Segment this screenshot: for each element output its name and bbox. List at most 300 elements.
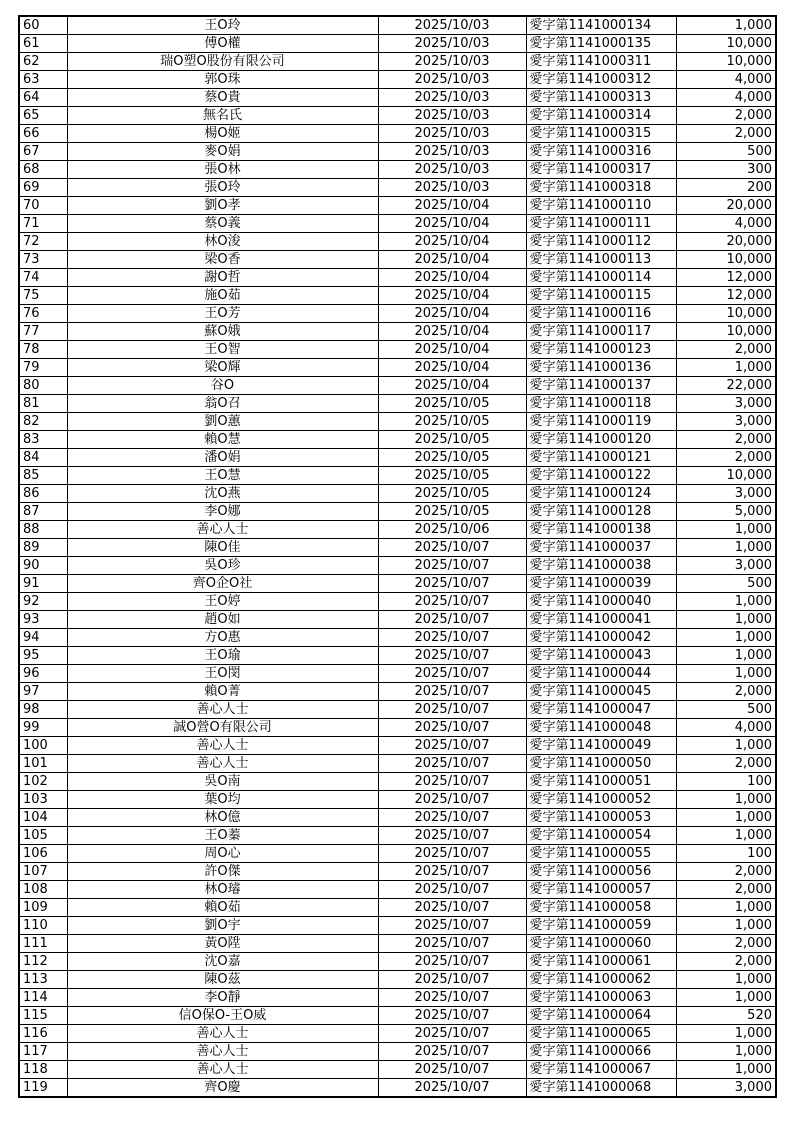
table-row	[19, 71, 776, 89]
donor-name: 謝O哲	[67, 269, 378, 287]
receipt-number: 愛字第1141000311	[526, 53, 676, 71]
donor-name: 賴O茹	[67, 899, 378, 917]
row-number: 87	[19, 503, 67, 521]
donor-name: 翁O召	[67, 395, 378, 413]
row-number: 67	[19, 143, 67, 161]
donor-name: 方O惠	[67, 629, 378, 647]
receipt-number: 愛字第1141000123	[526, 341, 676, 359]
table-row	[19, 773, 776, 791]
donor-name: 善心人士	[67, 701, 378, 719]
row-number: 116	[19, 1025, 67, 1043]
donor-name: 誠O營O有限公司	[67, 719, 378, 737]
table-row	[19, 467, 776, 485]
table-row	[19, 665, 776, 683]
donor-name: 劉O蕙	[67, 413, 378, 431]
donation-date: 2025/10/07	[378, 935, 526, 953]
receipt-number: 愛字第1141000055	[526, 845, 676, 863]
donor-name: 瑞O塑O股份有限公司	[67, 53, 378, 71]
row-number: 118	[19, 1061, 67, 1079]
donation-date: 2025/10/05	[378, 431, 526, 449]
receipt-number: 愛字第1141000056	[526, 863, 676, 881]
table-row	[19, 809, 776, 827]
receipt-number: 愛字第1141000118	[526, 395, 676, 413]
donation-date: 2025/10/07	[378, 629, 526, 647]
donation-amount: 1,000	[676, 899, 776, 917]
donor-name: 張O玲	[67, 179, 378, 197]
donation-amount: 1,000	[676, 359, 776, 377]
donation-date: 2025/10/07	[378, 683, 526, 701]
donation-date: 2025/10/03	[378, 53, 526, 71]
row-number: 68	[19, 161, 67, 179]
table-row	[19, 251, 776, 269]
donor-name: 善心人士	[67, 521, 378, 539]
donation-amount: 200	[676, 179, 776, 197]
receipt-number: 愛字第1141000121	[526, 449, 676, 467]
table-row	[19, 89, 776, 107]
donor-name: 陳O佳	[67, 539, 378, 557]
donor-name: 沈O嘉	[67, 953, 378, 971]
donor-name: 王O蓁	[67, 827, 378, 845]
receipt-number: 愛字第1141000047	[526, 701, 676, 719]
donation-amount: 1,000	[676, 16, 776, 35]
table-row	[19, 755, 776, 773]
receipt-number: 愛字第1141000059	[526, 917, 676, 935]
donor-name: 梁O輝	[67, 359, 378, 377]
receipt-number: 愛字第1141000115	[526, 287, 676, 305]
donation-date: 2025/10/07	[378, 845, 526, 863]
table-row	[19, 719, 776, 737]
donor-name: 李O娜	[67, 503, 378, 521]
receipt-number: 愛字第1141000317	[526, 161, 676, 179]
donation-amount: 1,000	[676, 737, 776, 755]
table-row	[19, 557, 776, 575]
receipt-number: 愛字第1141000057	[526, 881, 676, 899]
row-number: 105	[19, 827, 67, 845]
row-number: 95	[19, 647, 67, 665]
row-number: 99	[19, 719, 67, 737]
donation-amount: 10,000	[676, 467, 776, 485]
donation-date: 2025/10/03	[378, 35, 526, 53]
receipt-number: 愛字第1141000120	[526, 431, 676, 449]
donation-amount: 2,000	[676, 107, 776, 125]
receipt-number: 愛字第1141000044	[526, 665, 676, 683]
receipt-number: 愛字第1141000312	[526, 71, 676, 89]
donation-date: 2025/10/07	[378, 575, 526, 593]
row-number: 80	[19, 377, 67, 395]
donation-rows	[19, 16, 776, 1097]
donation-amount: 1,000	[676, 593, 776, 611]
row-number: 65	[19, 107, 67, 125]
donation-amount: 3,000	[676, 1079, 776, 1098]
donation-amount: 10,000	[676, 305, 776, 323]
table-row	[19, 323, 776, 341]
donation-amount: 1,000	[676, 539, 776, 557]
donation-amount: 4,000	[676, 89, 776, 107]
donation-amount: 1,000	[676, 1043, 776, 1061]
receipt-number: 愛字第1141000050	[526, 755, 676, 773]
table-row	[19, 953, 776, 971]
donation-amount: 10,000	[676, 53, 776, 71]
row-number: 103	[19, 791, 67, 809]
donor-name: 劉O孝	[67, 197, 378, 215]
row-number: 102	[19, 773, 67, 791]
donation-amount: 500	[676, 575, 776, 593]
donation-amount: 4,000	[676, 215, 776, 233]
table-row	[19, 233, 776, 251]
donation-amount: 1,000	[676, 521, 776, 539]
table-row	[19, 269, 776, 287]
donation-date: 2025/10/04	[378, 359, 526, 377]
receipt-number: 愛字第1141000041	[526, 611, 676, 629]
donation-date: 2025/10/04	[378, 323, 526, 341]
row-number: 79	[19, 359, 67, 377]
receipt-number: 愛字第1141000037	[526, 539, 676, 557]
donation-amount: 5,000	[676, 503, 776, 521]
donation-date: 2025/10/04	[378, 341, 526, 359]
row-number: 97	[19, 683, 67, 701]
table-row	[19, 683, 776, 701]
table-row	[19, 881, 776, 899]
donation-amount: 20,000	[676, 197, 776, 215]
donation-amount: 20,000	[676, 233, 776, 251]
donation-date: 2025/10/07	[378, 971, 526, 989]
donation-date: 2025/10/04	[378, 251, 526, 269]
table-row	[19, 917, 776, 935]
receipt-number: 愛字第1141000060	[526, 935, 676, 953]
row-number: 72	[19, 233, 67, 251]
table-row	[19, 989, 776, 1007]
donation-date: 2025/10/07	[378, 791, 526, 809]
receipt-number: 愛字第1141000039	[526, 575, 676, 593]
table-row	[19, 305, 776, 323]
receipt-number: 愛字第1141000053	[526, 809, 676, 827]
receipt-number: 愛字第1141000114	[526, 269, 676, 287]
donor-name: 林O璿	[67, 881, 378, 899]
table-row	[19, 16, 776, 35]
donor-name: 賴O慧	[67, 431, 378, 449]
donation-date: 2025/10/07	[378, 863, 526, 881]
donation-date: 2025/10/05	[378, 395, 526, 413]
donation-date: 2025/10/07	[378, 737, 526, 755]
donor-name: 善心人士	[67, 1025, 378, 1043]
row-number: 115	[19, 1007, 67, 1025]
donation-amount: 100	[676, 845, 776, 863]
donor-name: 齊O企O社	[67, 575, 378, 593]
donation-amount: 10,000	[676, 251, 776, 269]
donor-name: 王O婷	[67, 593, 378, 611]
donor-name: 信O保O-王O威	[67, 1007, 378, 1025]
donor-name: 齊O慶	[67, 1079, 378, 1098]
donation-date: 2025/10/04	[378, 305, 526, 323]
row-number: 92	[19, 593, 67, 611]
donation-date: 2025/10/07	[378, 611, 526, 629]
donation-amount: 2,000	[676, 881, 776, 899]
table-row	[19, 341, 776, 359]
donation-amount: 2,000	[676, 125, 776, 143]
row-number: 78	[19, 341, 67, 359]
donation-date: 2025/10/07	[378, 1061, 526, 1079]
donation-amount: 2,000	[676, 431, 776, 449]
donation-date: 2025/10/03	[378, 89, 526, 107]
receipt-number: 愛字第1141000042	[526, 629, 676, 647]
table-row	[19, 35, 776, 53]
donor-name: 張O林	[67, 161, 378, 179]
table-row	[19, 629, 776, 647]
receipt-number: 愛字第1141000113	[526, 251, 676, 269]
table-row	[19, 647, 776, 665]
donation-amount: 2,000	[676, 449, 776, 467]
table-row	[19, 359, 776, 377]
table-row	[19, 161, 776, 179]
donation-date: 2025/10/03	[378, 179, 526, 197]
donation-amount: 10,000	[676, 323, 776, 341]
donor-name: 善心人士	[67, 1061, 378, 1079]
receipt-number: 愛字第1141000067	[526, 1061, 676, 1079]
receipt-number: 愛字第1141000063	[526, 989, 676, 1007]
row-number: 96	[19, 665, 67, 683]
receipt-number: 愛字第1141000124	[526, 485, 676, 503]
donation-amount: 4,000	[676, 719, 776, 737]
donor-name: 無名氏	[67, 107, 378, 125]
row-number: 83	[19, 431, 67, 449]
donation-date: 2025/10/07	[378, 1007, 526, 1025]
row-number: 110	[19, 917, 67, 935]
donor-name: 趙O如	[67, 611, 378, 629]
donor-name: 李O靜	[67, 989, 378, 1007]
row-number: 119	[19, 1079, 67, 1098]
row-number: 100	[19, 737, 67, 755]
row-number: 109	[19, 899, 67, 917]
donor-name: 王O瑜	[67, 647, 378, 665]
donation-date: 2025/10/05	[378, 449, 526, 467]
donation-date: 2025/10/07	[378, 1025, 526, 1043]
table-row	[19, 971, 776, 989]
table-row	[19, 377, 776, 395]
receipt-number: 愛字第1141000062	[526, 971, 676, 989]
receipt-number: 愛字第1141000111	[526, 215, 676, 233]
donation-amount: 1,000	[676, 791, 776, 809]
table-row	[19, 863, 776, 881]
row-number: 98	[19, 701, 67, 719]
donor-name: 善心人士	[67, 737, 378, 755]
donation-amount: 2,000	[676, 755, 776, 773]
donor-name: 王O智	[67, 341, 378, 359]
row-number: 88	[19, 521, 67, 539]
donation-amount: 1,000	[676, 611, 776, 629]
row-number: 113	[19, 971, 67, 989]
row-number: 114	[19, 989, 67, 1007]
row-number: 93	[19, 611, 67, 629]
receipt-number: 愛字第1141000315	[526, 125, 676, 143]
donation-date: 2025/10/05	[378, 503, 526, 521]
receipt-number: 愛字第1141000316	[526, 143, 676, 161]
donation-date: 2025/10/03	[378, 71, 526, 89]
table-row	[19, 791, 776, 809]
donation-amount: 2,000	[676, 935, 776, 953]
receipt-number: 愛字第1141000110	[526, 197, 676, 215]
row-number: 104	[19, 809, 67, 827]
donor-name: 劉O宇	[67, 917, 378, 935]
table-row	[19, 899, 776, 917]
donor-name: 吳O南	[67, 773, 378, 791]
donor-name: 賴O菁	[67, 683, 378, 701]
donation-amount: 300	[676, 161, 776, 179]
donation-amount: 1,000	[676, 629, 776, 647]
donor-name: 王O慧	[67, 467, 378, 485]
donor-name: 谷O	[67, 377, 378, 395]
donation-date: 2025/10/07	[378, 827, 526, 845]
receipt-number: 愛字第1141000045	[526, 683, 676, 701]
donor-name: 麥O娟	[67, 143, 378, 161]
donor-name: 許O傑	[67, 863, 378, 881]
receipt-number: 愛字第1141000137	[526, 377, 676, 395]
donor-name: 善心人士	[67, 755, 378, 773]
receipt-number: 愛字第1141000135	[526, 35, 676, 53]
table-row	[19, 179, 776, 197]
row-number: 60	[19, 16, 67, 35]
donation-amount: 2,000	[676, 683, 776, 701]
row-number: 61	[19, 35, 67, 53]
table-row	[19, 197, 776, 215]
table-row	[19, 521, 776, 539]
row-number: 85	[19, 467, 67, 485]
receipt-number: 愛字第1141000049	[526, 737, 676, 755]
receipt-number: 愛字第1141000128	[526, 503, 676, 521]
receipt-number: 愛字第1141000119	[526, 413, 676, 431]
donation-amount: 12,000	[676, 269, 776, 287]
row-number: 86	[19, 485, 67, 503]
donation-date: 2025/10/03	[378, 143, 526, 161]
receipt-number: 愛字第1141000043	[526, 647, 676, 665]
donation-date: 2025/10/04	[378, 215, 526, 233]
donation-table	[18, 15, 777, 1098]
receipt-number: 愛字第1141000138	[526, 521, 676, 539]
donation-amount: 3,000	[676, 557, 776, 575]
donation-amount: 12,000	[676, 287, 776, 305]
donation-date: 2025/10/04	[378, 287, 526, 305]
donation-date: 2025/10/03	[378, 107, 526, 125]
row-number: 90	[19, 557, 67, 575]
donor-name: 王O芳	[67, 305, 378, 323]
row-number: 91	[19, 575, 67, 593]
donation-date: 2025/10/03	[378, 125, 526, 143]
donation-amount: 3,000	[676, 413, 776, 431]
row-number: 107	[19, 863, 67, 881]
donation-amount: 500	[676, 701, 776, 719]
table-row	[19, 107, 776, 125]
donation-date: 2025/10/07	[378, 1043, 526, 1061]
donation-date: 2025/10/05	[378, 467, 526, 485]
table-row	[19, 935, 776, 953]
donor-name: 黃O陞	[67, 935, 378, 953]
donation-date: 2025/10/07	[378, 701, 526, 719]
receipt-number: 愛字第1141000134	[526, 16, 676, 35]
donation-amount: 1,000	[676, 647, 776, 665]
table-row	[19, 701, 776, 719]
table-row	[19, 503, 776, 521]
donation-amount: 100	[676, 773, 776, 791]
table-row	[19, 395, 776, 413]
row-number: 73	[19, 251, 67, 269]
row-number: 69	[19, 179, 67, 197]
donation-amount: 1,000	[676, 809, 776, 827]
receipt-number: 愛字第1141000048	[526, 719, 676, 737]
row-number: 77	[19, 323, 67, 341]
donation-amount: 1,000	[676, 665, 776, 683]
receipt-number: 愛字第1141000058	[526, 899, 676, 917]
receipt-number: 愛字第1141000040	[526, 593, 676, 611]
row-number: 70	[19, 197, 67, 215]
donor-name: 郭O珠	[67, 71, 378, 89]
table-row	[19, 287, 776, 305]
table-row	[19, 539, 776, 557]
receipt-number: 愛字第1141000313	[526, 89, 676, 107]
donation-date: 2025/10/07	[378, 809, 526, 827]
donor-name: 蘇O娥	[67, 323, 378, 341]
row-number: 117	[19, 1043, 67, 1061]
donor-name: 蔡O貴	[67, 89, 378, 107]
donor-name: 周O心	[67, 845, 378, 863]
donation-date: 2025/10/07	[378, 881, 526, 899]
row-number: 64	[19, 89, 67, 107]
donation-date: 2025/10/03	[378, 161, 526, 179]
donor-name: 陳O茲	[67, 971, 378, 989]
donation-amount: 1,000	[676, 827, 776, 845]
donation-date: 2025/10/05	[378, 485, 526, 503]
donation-amount: 2,000	[676, 953, 776, 971]
donation-date: 2025/10/07	[378, 1079, 526, 1098]
donation-date: 2025/10/07	[378, 665, 526, 683]
donation-date: 2025/10/07	[378, 773, 526, 791]
receipt-number: 愛字第1141000318	[526, 179, 676, 197]
row-number: 71	[19, 215, 67, 233]
receipt-number: 愛字第1141000314	[526, 107, 676, 125]
donor-name: 王O玲	[67, 16, 378, 35]
table-row	[19, 845, 776, 863]
donor-name: 吳O珍	[67, 557, 378, 575]
table-row	[19, 593, 776, 611]
donation-date: 2025/10/07	[378, 917, 526, 935]
receipt-number: 愛字第1141000052	[526, 791, 676, 809]
donation-amount: 1,000	[676, 989, 776, 1007]
table-row	[19, 1043, 776, 1061]
receipt-number: 愛字第1141000116	[526, 305, 676, 323]
donation-date: 2025/10/04	[378, 269, 526, 287]
donation-amount: 1,000	[676, 917, 776, 935]
donation-date: 2025/10/07	[378, 755, 526, 773]
table-row	[19, 611, 776, 629]
receipt-number: 愛字第1141000051	[526, 773, 676, 791]
table-row	[19, 575, 776, 593]
receipt-number: 愛字第1141000122	[526, 467, 676, 485]
donation-date: 2025/10/04	[378, 197, 526, 215]
donation-amount: 1,000	[676, 971, 776, 989]
receipt-number: 愛字第1141000068	[526, 1079, 676, 1098]
receipt-number: 愛字第1141000038	[526, 557, 676, 575]
row-number: 89	[19, 539, 67, 557]
table-row	[19, 1079, 776, 1098]
donation-amount: 4,000	[676, 71, 776, 89]
donor-name: 林O億	[67, 809, 378, 827]
table-row	[19, 827, 776, 845]
donor-name: 沈O燕	[67, 485, 378, 503]
row-number: 112	[19, 953, 67, 971]
donation-amount: 3,000	[676, 485, 776, 503]
donor-name: 善心人士	[67, 1043, 378, 1061]
row-number: 66	[19, 125, 67, 143]
donation-amount: 2,000	[676, 341, 776, 359]
receipt-number: 愛字第1141000136	[526, 359, 676, 377]
